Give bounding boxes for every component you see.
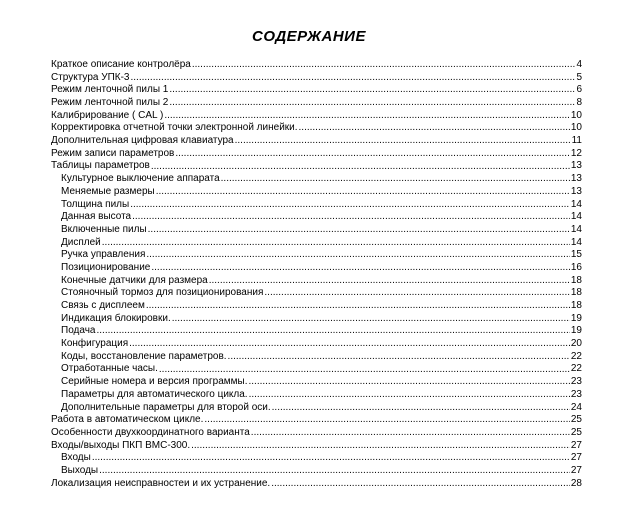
toc-dot-leader — [99, 465, 570, 478]
toc-entry[interactable] — [51, 173, 582, 186]
toc-entry-label: Меняемые размеры — [61, 185, 155, 197]
toc-entry-page-number: 14 — [570, 223, 582, 235]
toc-entry-page-number: 14 — [570, 198, 582, 210]
toc-entry[interactable] — [51, 262, 582, 275]
toc-entry[interactable] — [51, 249, 582, 262]
toc-dot-leader — [221, 173, 570, 186]
toc-entry[interactable] — [51, 148, 582, 161]
toc-entry-label: Краткое описание контролёра — [51, 58, 191, 70]
toc-entry-page-number: 22 — [570, 363, 582, 375]
toc-entry[interactable] — [51, 427, 582, 440]
toc-dot-leader — [151, 161, 570, 174]
toc-entry-label: Режим ленточной пилы 2 — [51, 97, 169, 109]
toc-dot-leader — [130, 72, 575, 85]
toc-entry-label: Режим ленточной пилы 1 — [51, 84, 169, 96]
toc-entry[interactable] — [51, 275, 582, 288]
toc-entry-page-number: 19 — [570, 312, 582, 324]
toc-dot-leader — [251, 427, 570, 440]
toc-entry-page-number: 25 — [570, 414, 582, 426]
toc-dot-leader — [102, 237, 570, 250]
toc-entry-page-number: 20 — [570, 338, 582, 350]
toc-entry-page-number: 27 — [570, 439, 582, 451]
toc-entry-label: Коды, восстановление параметров. — [61, 350, 227, 362]
toc-entry-label: Стояночный тормоз для позиционирования — [61, 287, 264, 299]
toc-entry-page-number: 28 — [570, 477, 582, 489]
toc-entry[interactable] — [51, 364, 582, 377]
toc-dot-leader — [248, 376, 569, 389]
toc-entry[interactable] — [51, 224, 582, 237]
toc-dot-leader — [169, 97, 575, 110]
toc-entry-page-number: 22 — [570, 350, 582, 362]
toc-entry[interactable] — [51, 72, 582, 85]
toc-dot-leader — [228, 351, 570, 364]
toc-dot-leader — [164, 110, 570, 123]
toc-entry[interactable] — [51, 313, 582, 326]
toc-entry-label: Позиционирование — [61, 261, 151, 273]
toc-entry-page-number: 24 — [570, 401, 582, 413]
toc-dot-leader — [175, 148, 570, 161]
toc-dot-leader — [132, 211, 570, 224]
toc-entry-label: Структура УПК-3 — [51, 71, 130, 83]
toc-entry[interactable] — [51, 237, 582, 250]
toc-dot-leader — [96, 325, 569, 338]
toc-entry-page-number: 12 — [570, 147, 582, 159]
toc-dot-leader — [249, 389, 570, 402]
toc-dot-leader — [272, 402, 570, 415]
toc-entry-page-number: 10 — [570, 122, 582, 134]
toc-entry-label: Толщина пилы — [61, 198, 130, 210]
toc-dot-leader — [151, 262, 570, 275]
toc-dot-leader — [209, 275, 570, 288]
toc-entry[interactable] — [51, 478, 582, 491]
toc-entry-label: Включенные пилы — [61, 223, 147, 235]
toc-entry[interactable] — [51, 59, 582, 72]
toc-entry-page-number: 13 — [570, 160, 582, 172]
toc-entry-label: Корректировка отчетной точки электронной линейки. — [51, 122, 298, 134]
toc-entry-page-number: 14 — [570, 211, 582, 223]
toc-entry-label: Дополнительная цифровая клавиатура — [51, 135, 234, 147]
toc-entry-label: Локализация неисправностеи и их устранение. — [51, 477, 271, 489]
toc-entry-label: Серийные номера и версия программы. — [61, 376, 248, 388]
toc-dot-leader — [204, 414, 569, 427]
toc-entry-page-number: 25 — [570, 426, 582, 438]
toc-entry[interactable] — [51, 97, 582, 110]
toc-entry[interactable] — [51, 402, 582, 415]
toc-entry[interactable] — [51, 161, 582, 174]
toc-entry[interactable] — [51, 389, 582, 402]
toc-entry[interactable] — [51, 84, 582, 97]
toc-entry-label: Культурное выключение аппарата — [61, 173, 220, 185]
toc-entry-label: Работа в автоматическом цикле. — [51, 414, 204, 426]
toc-entry-label: Подача — [61, 325, 96, 337]
toc-entry-page-number: 11 — [571, 135, 582, 147]
toc-entry[interactable] — [51, 122, 582, 135]
toc-entry-label: Таблицы параметров — [51, 160, 150, 172]
toc-entry[interactable] — [51, 351, 582, 364]
toc-dot-leader — [146, 249, 570, 262]
toc-entry-label: Калибрирование ( CAL ) — [51, 109, 164, 121]
toc-entry-page-number: 15 — [570, 249, 582, 261]
toc-entry-label: Отработанные часы. — [61, 363, 158, 375]
toc-entry-page-number: 14 — [570, 236, 582, 248]
toc-entry[interactable] — [51, 376, 582, 389]
toc-dot-leader — [130, 199, 570, 212]
toc-entry[interactable] — [51, 325, 582, 338]
toc-entry-page-number: 18 — [570, 300, 582, 312]
toc-entry-page-number: 5 — [576, 71, 582, 83]
toc-entry[interactable] — [51, 338, 582, 351]
toc-entry[interactable] — [51, 452, 582, 465]
toc-dot-leader — [92, 452, 570, 465]
toc-entry-label: Входы/выходы ПКП ВМС-300. — [51, 439, 191, 451]
toc-dot-leader — [156, 186, 570, 199]
toc-dot-leader — [148, 224, 570, 237]
toc-entry-label: Выходы — [61, 464, 99, 476]
toc-entry-label: Дисплей — [61, 236, 101, 248]
toc-entry-label: Ручка управления — [61, 249, 146, 261]
toc-entry-page-number: 4 — [576, 58, 582, 70]
toc-entry[interactable] — [51, 440, 582, 453]
toc-entry-label: Конечные датчики для размера — [61, 274, 208, 286]
toc-entry-label: Индикация блокировки. — [61, 312, 171, 324]
toc-entry-label: Особенности двухкоординатного варианта — [51, 426, 250, 438]
toc-entry-label: Конфигурация — [61, 338, 129, 350]
toc-entry-label: Связь с дисплеем — [61, 300, 145, 312]
toc-entry-page-number: 19 — [570, 325, 582, 337]
toc-entry-page-number: 8 — [576, 97, 582, 109]
toc-entry-page-number: 18 — [570, 287, 582, 299]
toc-entry[interactable] — [51, 135, 582, 148]
toc-dot-leader — [159, 364, 570, 377]
toc-entry-page-number: 16 — [570, 261, 582, 273]
toc-entry-label: Дополнительные параметры для второй оси. — [61, 401, 271, 413]
toc-dot-leader — [264, 287, 569, 300]
toc-dot-leader — [129, 338, 570, 351]
page-title: СОДЕРЖАНИЕ — [252, 28, 366, 45]
toc-entry-page-number: 23 — [570, 376, 582, 388]
toc-entry-label: Режим записи параметров — [51, 147, 175, 159]
toc-entry-label: Входы — [61, 452, 91, 464]
toc-entry-page-number: 27 — [570, 452, 582, 464]
toc-entry[interactable] — [51, 110, 582, 123]
toc-entry-label: Параметры для автоматического цикла. — [61, 388, 248, 400]
toc-entry-page-number: 13 — [570, 185, 582, 197]
toc-dot-leader — [146, 300, 570, 313]
toc-entry[interactable] — [51, 300, 582, 313]
toc-dot-leader — [271, 478, 570, 491]
toc-entry[interactable] — [51, 414, 582, 427]
toc-entry-page-number: 6 — [576, 84, 582, 96]
toc-dot-leader — [169, 84, 575, 97]
toc-entry-page-number: 23 — [570, 388, 582, 400]
toc-entry-page-number: 10 — [570, 109, 582, 121]
toc-entry[interactable] — [51, 211, 582, 224]
toc-dot-leader — [235, 135, 571, 148]
toc-dot-leader — [192, 59, 576, 72]
toc-entry-label: Данная высота — [61, 211, 132, 223]
table-of-contents — [51, 59, 582, 490]
toc-dot-leader — [172, 313, 570, 326]
toc-entry[interactable] — [51, 199, 582, 212]
toc-entry[interactable] — [51, 287, 582, 300]
toc-entry[interactable] — [51, 465, 582, 478]
toc-entry-page-number: 27 — [570, 464, 582, 476]
toc-entry-page-number: 13 — [570, 173, 582, 185]
toc-entry[interactable] — [51, 186, 582, 199]
toc-dot-leader — [299, 122, 570, 135]
toc-dot-leader — [191, 440, 570, 453]
toc-entry-page-number: 18 — [570, 274, 582, 286]
